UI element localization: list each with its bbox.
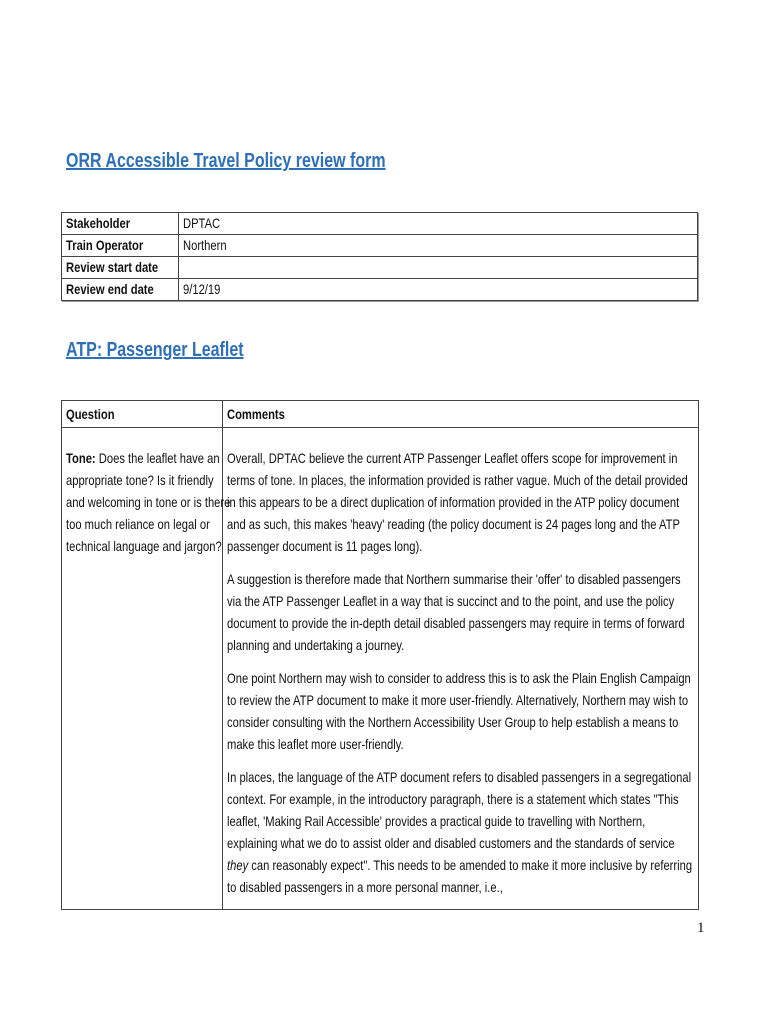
comment-text: can reasonably expect". This needs to be amended to make it more inclusive by referring to disabled passengers in a more personal manner, i.e., xyxy=(227,857,693,895)
section-title: ATP: Passenger Leaflet xyxy=(66,339,244,361)
comment-emphasis: they xyxy=(227,857,249,873)
info-value: Northern xyxy=(183,237,227,253)
page-number: 1 xyxy=(697,920,705,936)
info-row-train-operator xyxy=(62,235,698,257)
info-value: 9/12/19 xyxy=(183,281,221,297)
comment-paragraph: A suggestion is therefore made that Northern summarise their 'offer' to disabled passengers via the ATP Passenger Leaflet in a way that is succinct and to the point, and use the policy document to provide the in-depth detail disabled passengers may require in terms of forward planning and undertaking a journey. xyxy=(227,571,685,653)
info-row-review-end-date xyxy=(62,279,698,301)
info-label: Train Operator xyxy=(66,237,144,253)
info-label: Review start date xyxy=(66,259,159,275)
comment-paragraph: One point Northern may wish to consider to address this is to ask the Plain English Campaign to review the ATP document to make it more user-friendly. Alternatively, Northern may wish to consider consulting with the Northern Accessibility User Group to help establish a means to make this leaflet more user-friendly. xyxy=(227,670,691,752)
comment-paragraph-last xyxy=(227,766,693,898)
question-text: Does the leaflet have an appropriate tone? Is it friendly and welcoming in tone or is there too much reliance on legal or technical language and jargon? xyxy=(66,450,231,554)
question-header: Question xyxy=(66,406,115,422)
info-row-review-start-date xyxy=(62,257,698,279)
question-cell xyxy=(62,428,231,910)
info-label: Stakeholder xyxy=(66,215,131,231)
page-title: ORR Accessible Travel Policy review form xyxy=(66,150,386,172)
comment-paragraph: Overall, DPTAC believe the current ATP Passenger Leaflet offers scope for improvement in terms of tone. In places, the information provided is rather vague. Much of the detail provided in this appears to be a direct duplication of information provided in the ATP policy document and as such, this makes 'heavy' reading (the policy document is 24 pages long and the ATP passenger document is 11 pages long). xyxy=(227,450,688,554)
question-table xyxy=(61,400,699,910)
comments-header: Comments xyxy=(227,406,285,422)
comments-cell xyxy=(223,428,699,910)
question-label: Tone: xyxy=(66,450,96,466)
table-row xyxy=(62,428,699,910)
info-label: Review end date xyxy=(66,281,154,297)
stakeholder-info-table xyxy=(61,212,698,301)
info-row-stakeholder xyxy=(62,213,698,235)
info-value: DPTAC xyxy=(183,215,221,231)
question-table-header xyxy=(62,401,699,428)
comment-text: In places, the language of the ATP document refers to disabled passengers in a segregational context. For example, in the introductory paragraph, there is a statement which states "This leaflet, 'Making Rail Accessible' provides a practical guide to travelling with Northern, explaining what we do to assist older and disabled customers and the standards of service xyxy=(227,769,692,851)
